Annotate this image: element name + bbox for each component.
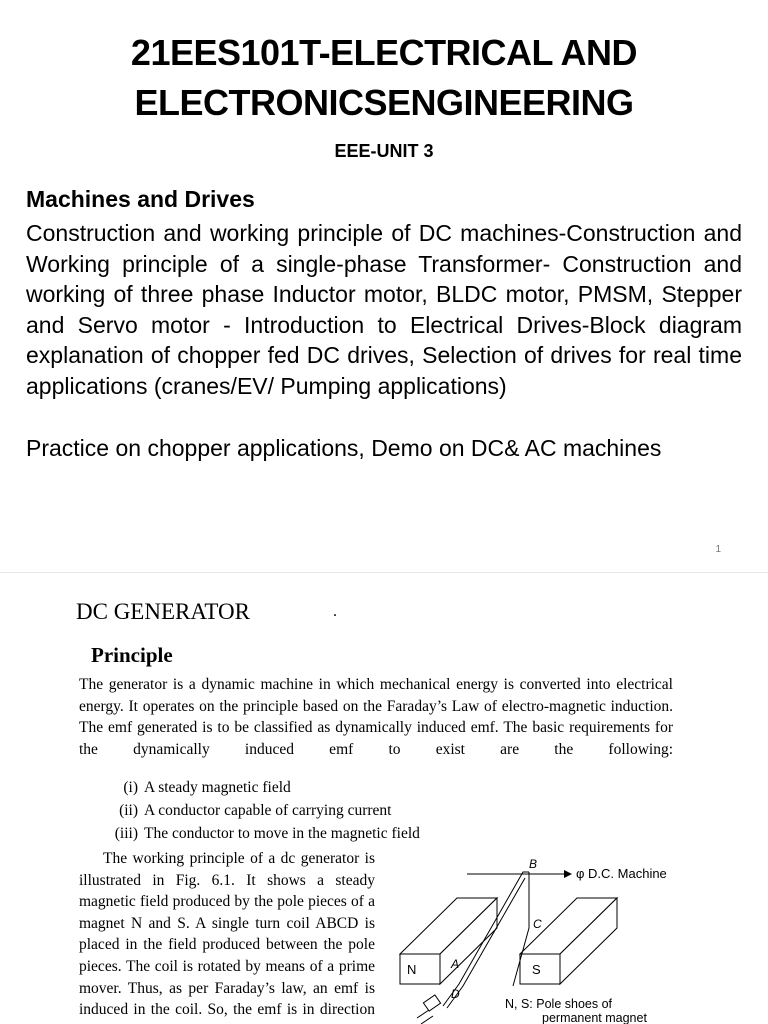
list-item-number: (i) [123,779,138,796]
syllabus-paragraph: Construction and working principle of DC machines-Construction and Working principle of a single-phase Transformer- Construction and working of three phase Inductor motor, BLDC motor, PMSM, Stepper and Servo motor - Introduction to Electrical Drives-Block diagram explanation of chopper fed DC drives, Selection of drives for real time applications (cranes/EV/ Pumping applications) [26,220,742,399]
principle-heading: Principle [91,643,173,667]
list-item-text: A conductor capable of carrying current [144,802,392,819]
stray-dot: . [333,603,337,620]
intro-text: The generator is a dynamic machine in which mechanical energy is converted into electrical energy. It operates on the principle based on the Faraday’s Law of electro-magnetic induction. The emf generated is to be classified as dynamically induced emf. The basic requirements for the dynamically induced emf to exist are the following: [79,676,673,758]
title-line-1: 21EES101T-ELECTRICAL AND [130,32,638,73]
title-line-2: ELECTRONICSENGINEERING [134,82,634,123]
list-item-text: The conductor to move in the magnetic field [144,825,420,842]
list-item-text: A steady magnetic field [144,779,291,796]
figure-caption-line-1: N, S: Pole shoes of [505,997,613,1011]
pole-s-label: S [532,962,541,977]
section-heading: Machines and Drives [26,186,255,212]
page-number: 1 [715,544,721,555]
coil-label-c: C [533,917,542,931]
coil-label-b: B [529,858,538,871]
list-item-number: (ii) [119,802,138,819]
dc-machine-diagram [395,858,695,1024]
coil-label-a: A [451,957,460,971]
requirements-list [99,776,420,845]
dc-generator-heading: DC GENERATOR [76,599,251,624]
flux-label: φ D.C. Machine [576,866,667,881]
intro-paragraph [79,674,673,760]
pole-n-label: N [407,962,417,977]
slide-2 [0,573,768,1024]
working-principle-paragraph: The working principle of a dc generator is illustrated in Fig. 6.1. It shows a steady magnetic field produced by the pole pieces of a magnet N and S. A single turn coil ABCD is placed in the field produced between the pole pieces. The coil is rotated by means of a prime mover. Thus, as per Faraday’s law, an emf is induced in the coil. So, the emf is in direction [79,850,375,1019]
list-item [99,776,420,799]
practice-line: Practice on chopper applications, Demo on DC& AC machines [26,435,662,461]
slide-title [0,28,768,128]
slide-subtitle: EEE-UNIT 3 [334,141,434,161]
list-item-number: (iii) [114,825,138,842]
figure-caption-line-2: permanent magnet [542,1011,647,1024]
coil-label-d: D [451,987,460,1001]
list-item [99,822,420,845]
list-item [99,799,420,822]
